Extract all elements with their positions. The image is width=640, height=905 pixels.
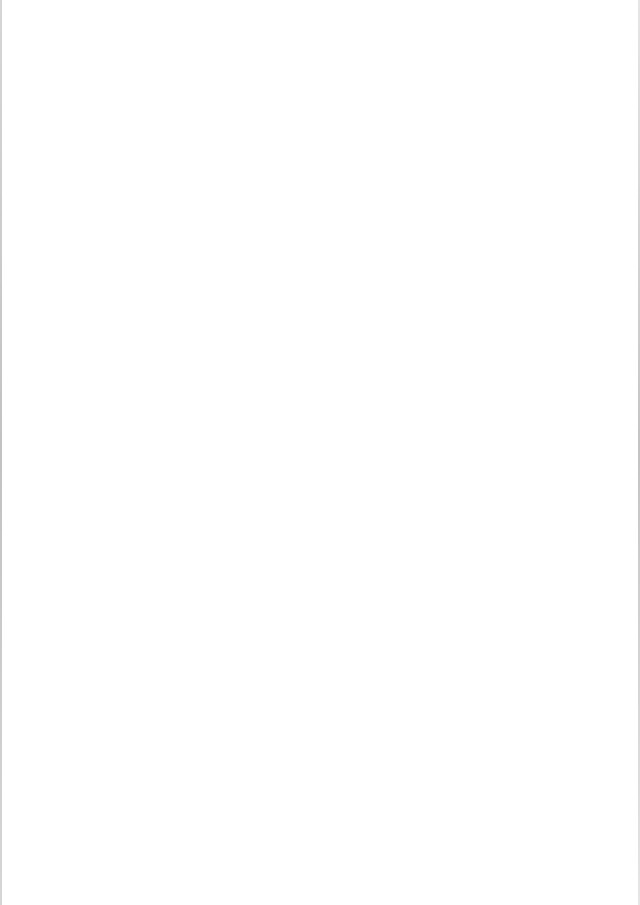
scan-edge-left: [0, 0, 2, 905]
